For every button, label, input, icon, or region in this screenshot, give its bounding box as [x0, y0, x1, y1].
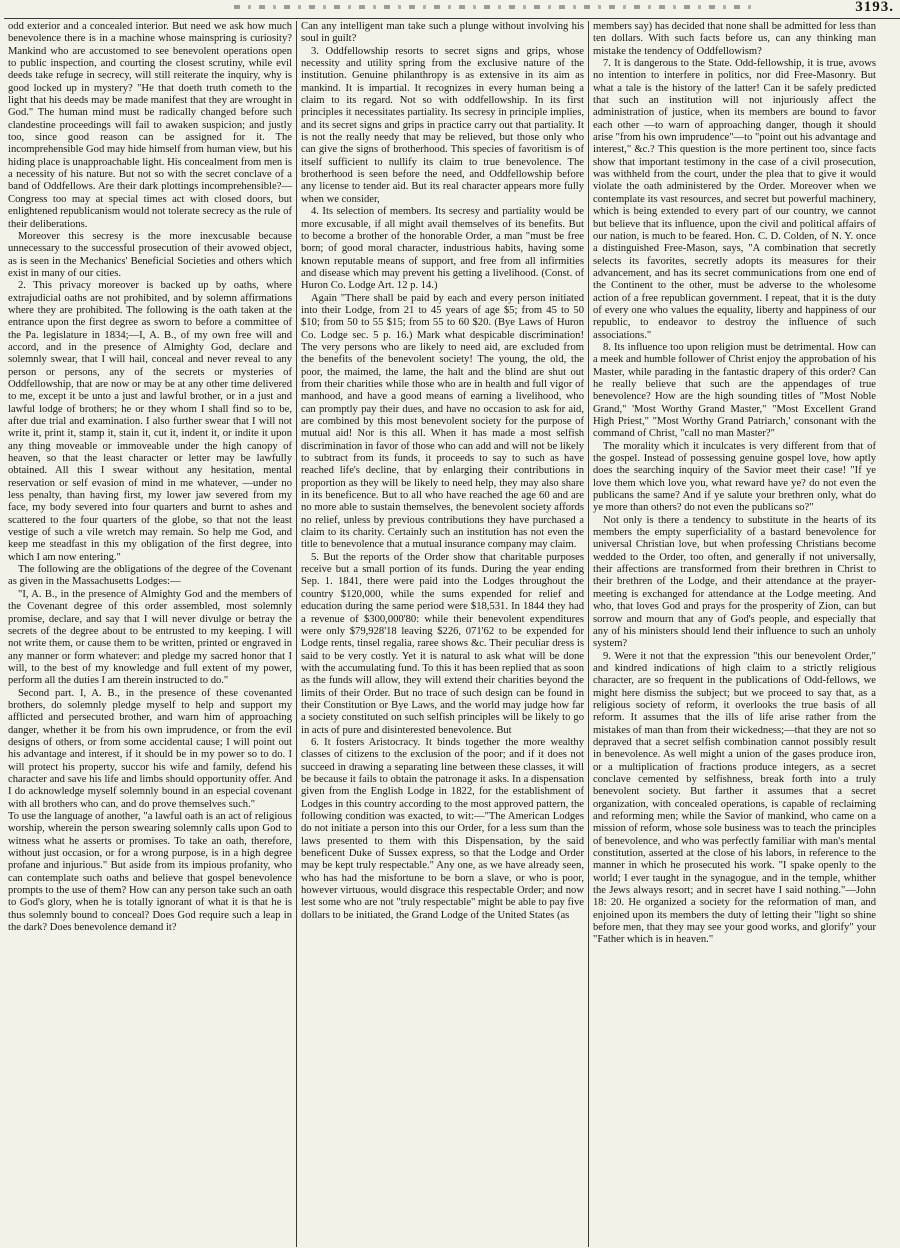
paragraph: odd exterior and a concealed interior. But need we ask how much benevolence there is in a machine whose mainspring is curiosity? Mankind who are accustomed to see benevolent operations open to public inspection, and courting the closest scrutiny, while evil deeds take refuge in secrecy, will still reiterate the inquiry, why is good locked up in mystery? "He that doeth truth cometh to the light that his deeds may be made manifest that they are wrought in God." The human mind must be radically changed before such clandestine proceedings will fail to awaken suspicion; and justly too, since good reason can be assigned for it. The incomprehensible God may hide himself from human view, but his hiding place is unapproachable light. His concealment from men is a necessity of his nature. But not so with the secret conclave of a band of Oddfellows. Are their dark plottings incomprehensible?—Congress too may at special times act with closed doors, but enlightened republicanism would not tolerate secrecy as the rule of their deliberations.: [8, 21, 292, 230]
paragraph: "I, A. B., in the presence of Almighty God and the members of the Covenant degree of this order assembled, most solemnly promise, declare, and say that I will never divulge or betray the secrets of the degree about to be entrusted to my keeping. I will not write them, or cause them to be written, printed or engraved in any manner or form whatever: and pledge my sacred honor that I will, to the best of my knowledge and full extent of my power, perform all the duties I am therein instructed to do.": [8, 588, 292, 687]
article-columns: [4, 21, 900, 1247]
paragraph: Not only is there a tendency to substitute in the hearts of its members the empty superficiality of a bastard benevolence for universal Christian love, but when professing Christians become wedded to the Order, too often, and generally if not universally, their affections are transformed from their brethren in Christ to their brethren of the Lodge, and their attendance at the prayer-meeting is exchanged for attendance at the Lodge meeting. And who, that loves God and prays for the prosperity of Zion, can but sorrow and mourn that any of God's people, and especially that any of his ministers should lend their influence to such an unholy system?: [593, 514, 876, 650]
paragraph: The morality which it inculcates is very different from that of the gospel. Instead of possessing genuine gospel love, how aptly does the searching inquiry of the Savior meet their case! "If ye love them which love you, what reward have ye? do not even the publicans the same? And if ye salute your brethren only, what do ye more than others? do not even the publicans so?": [593, 440, 876, 514]
paragraph: 2. This privacy moreover is backed up by oaths, where extrajudicial oaths are not prohibited, and by solemn affirmations where they are prohibited. The following is the oath taken at the entrance upon the first degree as sworn to before a committee of the Pa. legislature in 1834;—I, A. B., of my own free will and accord, and in the presence of Almighty God, declare and solemnly swear, that I will hail, conceal and never reveal to any person or persons, any of the secrets or mysteries of Oddfellowship, that are now or may be at any other time delivered to me, except it be unto a just and lawful brother, or in a just and lawful lodge of brothers; he or they whom I shall find so to be, after due trial and examination. I also further swear that I will not write it, print it, stamp it, stain it, cut it, indent it, or indite it upon any thing moveable or immoveable under the high canopy of heaven, so that the least character or letter may be lawfully obtained. All this I swear without any hesitation, mental reservation or self evasion of mind in me whatever, —under no less penalty, than having first, my lower jaw severed from my face, my body severed into four quarters and burnt to ashes and scattered to the four quarters of the globe, so that not the least vestige of such a vile wretch may remain. So help me God, and keep me steadfast in this my obligation of the first degree, into which I am now entering.": [8, 280, 292, 563]
paragraph: 4. Its selection of members. Its secresy and partiality would be more excusable, if all might avail themselves of its benefits. But to become a brother of the honorable Order, a man "must be free born; of good moral character, industrious habits, having some known reputable means of support, and free from all infirmities and disease which may prevent his getting a livelihood. (Const. of Huron Co. Lodge Art. 12 p. 14.): [301, 206, 584, 292]
header-rule-decoration: [234, 5, 754, 9]
paragraph: 8. Its influence too upon religion must be detrimental. How can a meek and humble follower of Christ enjoy the approbation of his Master, while parading in the fantastic drapery of this order? Can he really believe that such are the appendages of true benevolence? How are the high sounding titles of "Most Noble Grand," 'Most Worthy Grand Master," "Most Excellent Grand High Priest," "Most Worthy Grand Patriarch,' consonant with the command of Christ, "call no man Master?": [593, 341, 876, 440]
page-number: 3193.: [855, 0, 894, 15]
page-header: [4, 0, 900, 19]
paragraph: To use the language of another, "a lawful oath is an act of religious worship, wherein the person swearing solemnly calls upon God to witness what he asserts or promises. To take an oath, therefore, without just occasion, or for a wrong purpose, is in a high degree profane and injurious." But aside from its impious profanity, who can contemplate such oaths and believe that gospel benevolence prompts to the use of them? How can any person take such an oath to God's glory, when he is totally ignorant of what it is that he is thus solemnly bound to conceal? Does God require such a leap in the dark? Does benevolence demand it?: [8, 811, 292, 934]
paragraph: 3. Oddfellowship resorts to secret signs and grips, whose necessity and utility spring from the exclusive nature of the institution. Genuine philanthropy is as extensive in its aim as mankind. It is impartial. It recognizes in every human being a claim to its regard. Not so with oddfellowship. In its first principles it necessitates partiality. Its secresy in principle implies, and its secret signs and grips in practice carry out that partiality. It is not the really needy that may be relieved, but those only who can give the signs of brotherhood. This species of favoritism is of itself sufficient to nullify its claim to true benevolence. The brotherhood is seen before the need, and Oddfellowship before any license to tender aid. But its real character appears more fully when we consider,: [301, 45, 584, 205]
column-3: [588, 21, 880, 1247]
column-2: [296, 21, 588, 1247]
paragraph: 5. But the reports of the Order show that charitable purposes receive but a small portion of its funds. During the year ending Sep. 1. 1841, there were paid into the Lodges throughout the country $120,000, while the sums expended for relief and education during the same period were $18,531. In 1844 they had a revenue of $300,000'80: while their benevolent expenditures were only $79,928'18 leaving $226, 071'62 to be expended for Lodge rents, tinsel regalia, raree shows &c. Their peculiar dress is said to be very costly. Yet it is natural to ask what will be done with the accumulating fund. To this it has been replied that as soon as the funds will allow, they will extend their charities beyond the limits of their Order. But no trace of such design can be found in their Constitution or Bye Laws, and the world may judge how far a society constituted on such selfish principles will be likely to go in acts of pure and disinterested benevolence. But: [301, 551, 584, 736]
column-1: [4, 21, 296, 1247]
paragraph: Moreover this secresy is the more inexcusable because unnecessary to the successful prosecution of their avowed object, as is seen in the Mechanics' Beneficial Societies and others which exist in many of our cities.: [8, 230, 292, 279]
paragraph: members say) has decided that none shall be admitted for less than ten dollars. With such facts before us, can any thinking man mistake the tendency of Oddfellowism?: [593, 21, 876, 57]
paragraph: The following are the obligations of the degree of the Covenant as given in the Massachusetts Lodges:—: [8, 564, 292, 588]
paragraph: 6. It fosters Aristocracy. It binds together the more wealthy classes of citizens to the exclusion of the poor; and if it does not succeed in drawing a separating line between these classes, it will be because it fails to obtain the patronage it asks. In a dispensation given from the English Lodge in 1822, for the establishment of Lodges in this country according to the most approved pattern, the following condition was exacted, to wit:—"The American Lodges do not initiate a person into this our Order, for a less sum than the laws presented to them with this Dispensation, by the said beneficent Duke of Sussex express, so that the Lodge and Order may be kept truly respectable." Any one, as we have already seen, who has had the misfortune to be born a slave, or who is poor, however virtuous, would disgrace this respectable Order; and now lest some who are not "truly respectable" might be able to pay five dollars to be initiated, the Grand Lodge of the United States (as: [301, 736, 584, 921]
paragraph: 7. It is dangerous to the State. Odd-fellowship, it is true, avows no intention to interfere in politics, nor did Free-Masonry. But what a tale is the history of the latter! Can it be safely predicted that such an institution will not injuriously affect the administration of justice, when its members are bound to favor each other —to warn of approaching danger, though it should arise "from his own imprudence"—to "point out his advantage and interest," &c.? This question is the more pertinent too, since facts show that important testimony in the case of a civil prosecution, was withheld from the court, under the plea that to give it would violate the oath administered by the Order. Moreover when we contemplate its vast resources, and secret but powerful machinery, which is being extended to every part of our country, we cannot but believe that its influence, upon the civil and political affairs of our nation, is much to be feared. Hon. C. D. Colden, of N. Y. once a distinguished Free-Mason, says, "A combination that secretly selects its favorites, secretly adopts its measures for their advancement, and has its secret communications from one end of the Continent to the other, must be adverse to the wholesome action of a free republican government. I repeat, that it is the duty of every one who values the equality, liberty and happiness of our republic, to endeavor to destroy the influence of such associations.": [593, 58, 876, 341]
paragraph: Can any intelligent man take such a plunge without involving his soul in guilt?: [301, 21, 584, 45]
paragraph: Again "There shall be paid by each and every person initiated into their Lodge, from 21 to 45 years of age $5; from 45 to 50 $10; from 50 to 55 $15; from 55 to 60 $20. (Bye Laws of Huron Co. Lodge sec. 5 p. 16.) Mark what despicable discrimination! The very persons who are likely to need aid, are excluded from the benefits of the benevolent society! The young, the old, the poor, the maimed, the lame, the halt and the blind are shut out from their charities while those who are in health and full vigor of manhood, and have a good means of earning a livelihood, who can promptly pay their dues, and have no occasion to ask for aid, are combined by this most benevolent society for the purpose of mutual aid! Nor is this all. When it has made a most selfish discrimination in favor of those who can add and will not be likely to subtract from its funds, it proceeds to say to such as have reached life's decline, that by enlarging their contributions in proportion as they will be likely to need help, they may also share in its beneficence. But to all who have reached the age 60 and are no more able to sustain themselves, the benevolent society affords no relief, unless by previous contributions they have purchased a claim to its charity. Certainly such an institution has not even the title to benevolence that a mutual insurance company may claim.: [301, 292, 584, 551]
paragraph: 9. Were it not that the expression "this our benevolent Order," and kindred indications of high claim to a strictly religious character, are so frequent in the publications of Odd-fellows, we might here dismiss the subject; but we proceed to say that, as a religious society of reform, it overlooks the true basis of all reform. It assumes that the ills of life arise rather from the mistakes of man than from their wickedness;—that they are not so depraved that a secret selfish combination cannot possibly result in benevolence. As well might a union of the gases produce iron, or a multiplication of fractions produce integers, as a secret conclave cemented by selfishness, break forth into a truly benevolent society. But farther it assumes that a secret organization, with concealed operations, is capable of reclaiming and reforming men; while the Savior of mankind, who came on a mission of reform, whose sole business was to teach the principles of benevolence, and who was perfectly familiar with man's mental constitution, asserted at the close of his labors, in reference to the manner in which he prosecuted his work. "I spake openly to the world; I ever taught in the synagogue, and in the temple, whither the Jews always resort; and in secret have I said nothing."—John 18: 20. He organized a society for the reformation of man, and enjoined upon its members the duty of letting their "light so shine before men, that they may see your good works, and glorify" your "Father which is in heaven.": [593, 650, 876, 946]
paragraph: Second part. I, A. B., in the presence of these covenanted brothers, do solemnly pledge myself to help and support my afflicted and persecuted brother, and warn him of approaching danger, whether it be from his own imprudence, or from the evil designs of others, or from some accidental cause; I will point out his advantage and interest, if it should be in my power so to do. I will protect his property, succor his wife and family, defend his character and save his life and limbs should opportunity offer. And I do acknowledge myself solemnly bound in an especial covenant with all brothers who can, and do prove themselves such.": [8, 687, 292, 810]
